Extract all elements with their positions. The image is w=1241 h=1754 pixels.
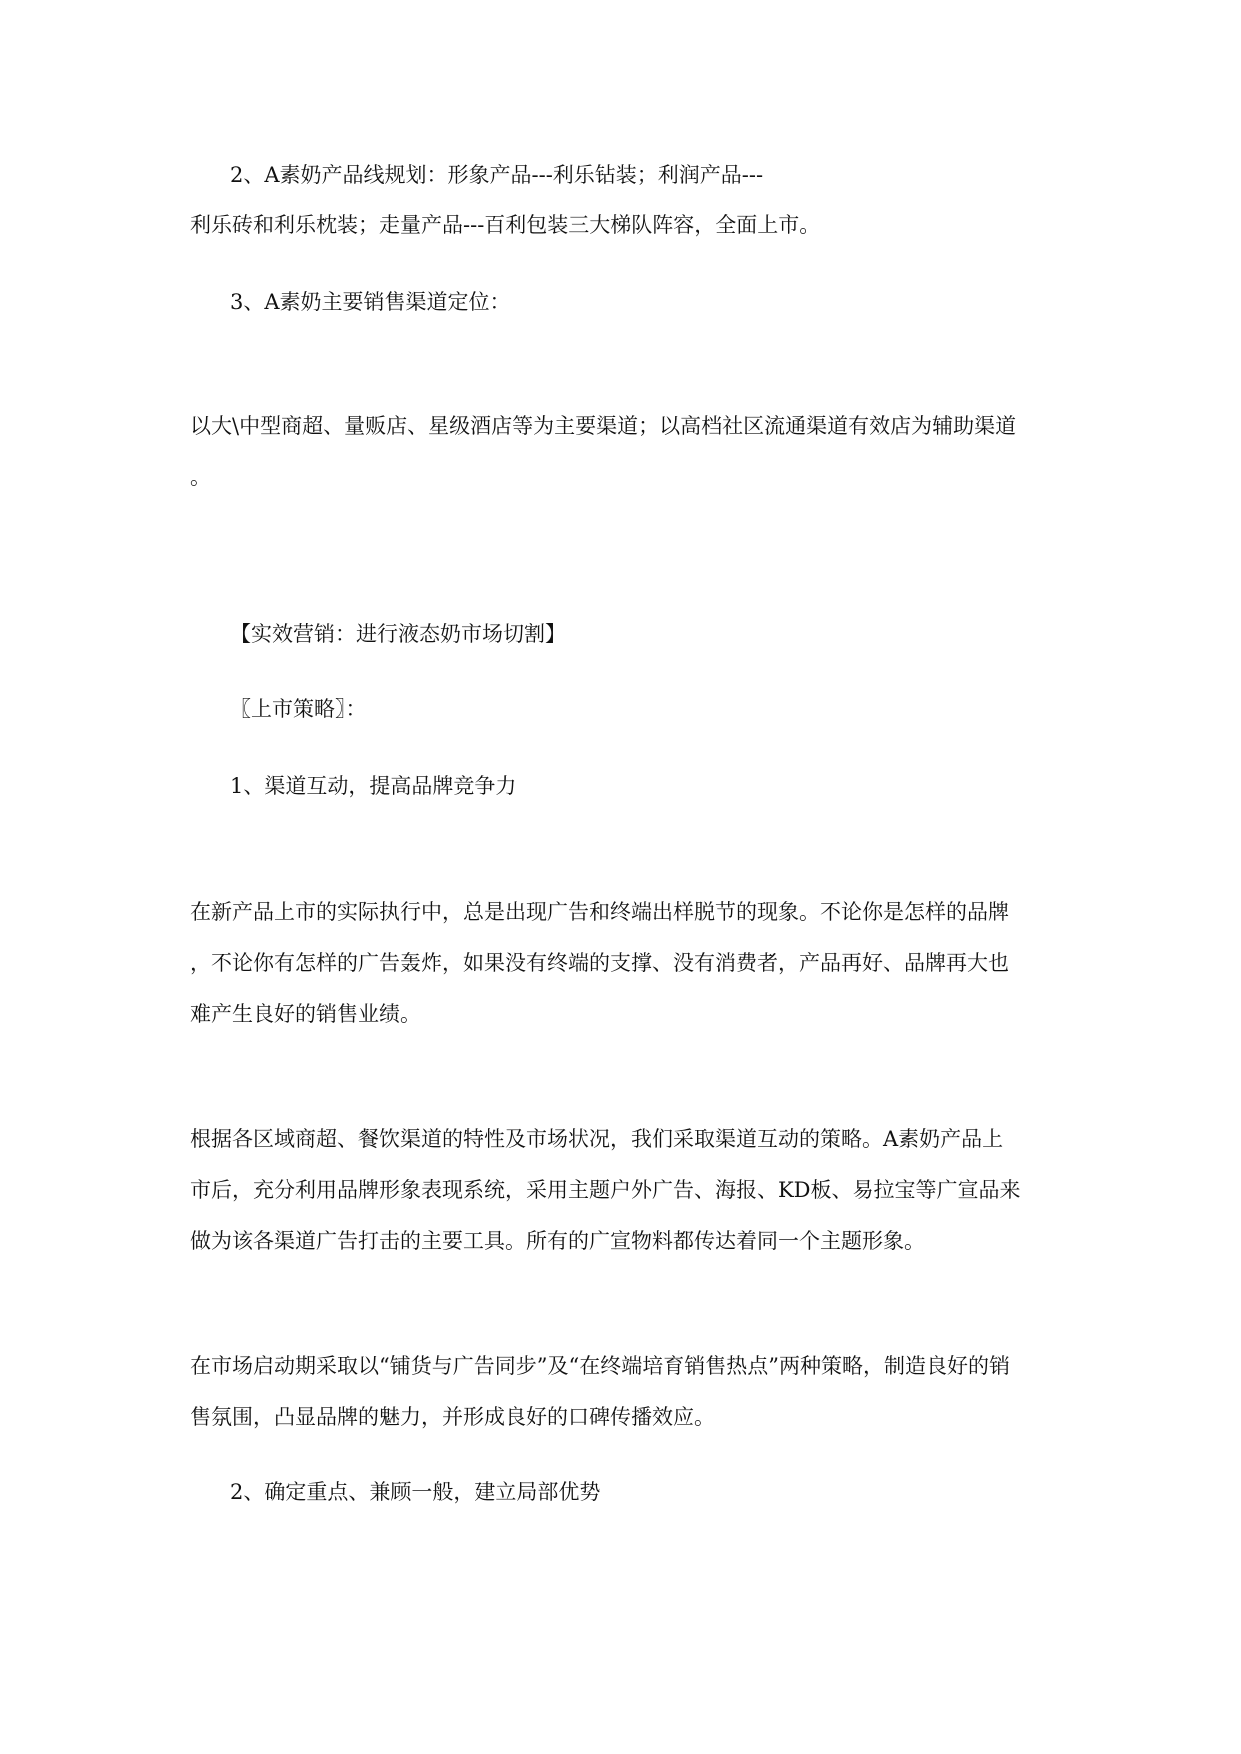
paragraph-2-line-3: 做为该各渠道广告打击的主要工具。所有的广宣物料都传达着同一个主题形象。 [190, 1229, 925, 1253]
strategy-item-2-heading: 2、确定重点、兼顾一般，建立局部优势 [230, 1480, 601, 1504]
product-line-planning-line-1: 2、A素奶产品线规划：形象产品---利乐钻装；利润产品--- [230, 163, 764, 187]
paragraph-1-line-3: 难产生良好的销售业绩。 [190, 1002, 421, 1026]
paragraph-1-line-2: ，不论你有怎样的广告轰炸，如果没有终端的支撑、没有消费者，产品再好、品牌再大也 [190, 951, 1009, 975]
paragraph-3-line-2: 售氛围，凸显品牌的魅力，并形成良好的口碑传播效应。 [190, 1405, 715, 1429]
section-heading-marketing: 【实效营销：进行液态奶市场切割】 [230, 622, 566, 646]
paragraph-3-line-1: 在市场启动期采取以“铺货与广告同步”及“在终端培育销售热点”两种策略，制造良好的销 [190, 1354, 1010, 1378]
strategy-item-1-heading: 1、渠道互动，提高品牌竞争力 [230, 774, 517, 798]
paragraph-2-line-1: 根据各区域商超、餐饮渠道的特性及市场状况，我们采取渠道互动的策略。A素奶产品上 [190, 1127, 1004, 1151]
paragraph-1-line-1: 在新产品上市的实际执行中，总是出现广告和终端出样脱节的现象。不论你是怎样的品牌 [190, 900, 1009, 924]
product-line-planning-line-2: 利乐砖和利乐枕装；走量产品---百利包装三大梯队阵容，全面上市。 [190, 213, 821, 237]
sales-channel-text-line-2: 。 [190, 465, 211, 489]
section-heading-launch-strategy: 〖上市策略〗： [230, 697, 367, 721]
sales-channel-text-line-1: 以大\中型商超、量贩店、星级酒店等为主要渠道；以高档社区流通渠道有效店为辅助渠道 [190, 414, 1017, 438]
sales-channel-heading: 3、A素奶主要销售渠道定位： [230, 290, 511, 314]
paragraph-2-line-2: 市后，充分利用品牌形象表现系统，采用主题户外广告、海报、KD板、易拉宝等广宣品来 [190, 1178, 1021, 1202]
